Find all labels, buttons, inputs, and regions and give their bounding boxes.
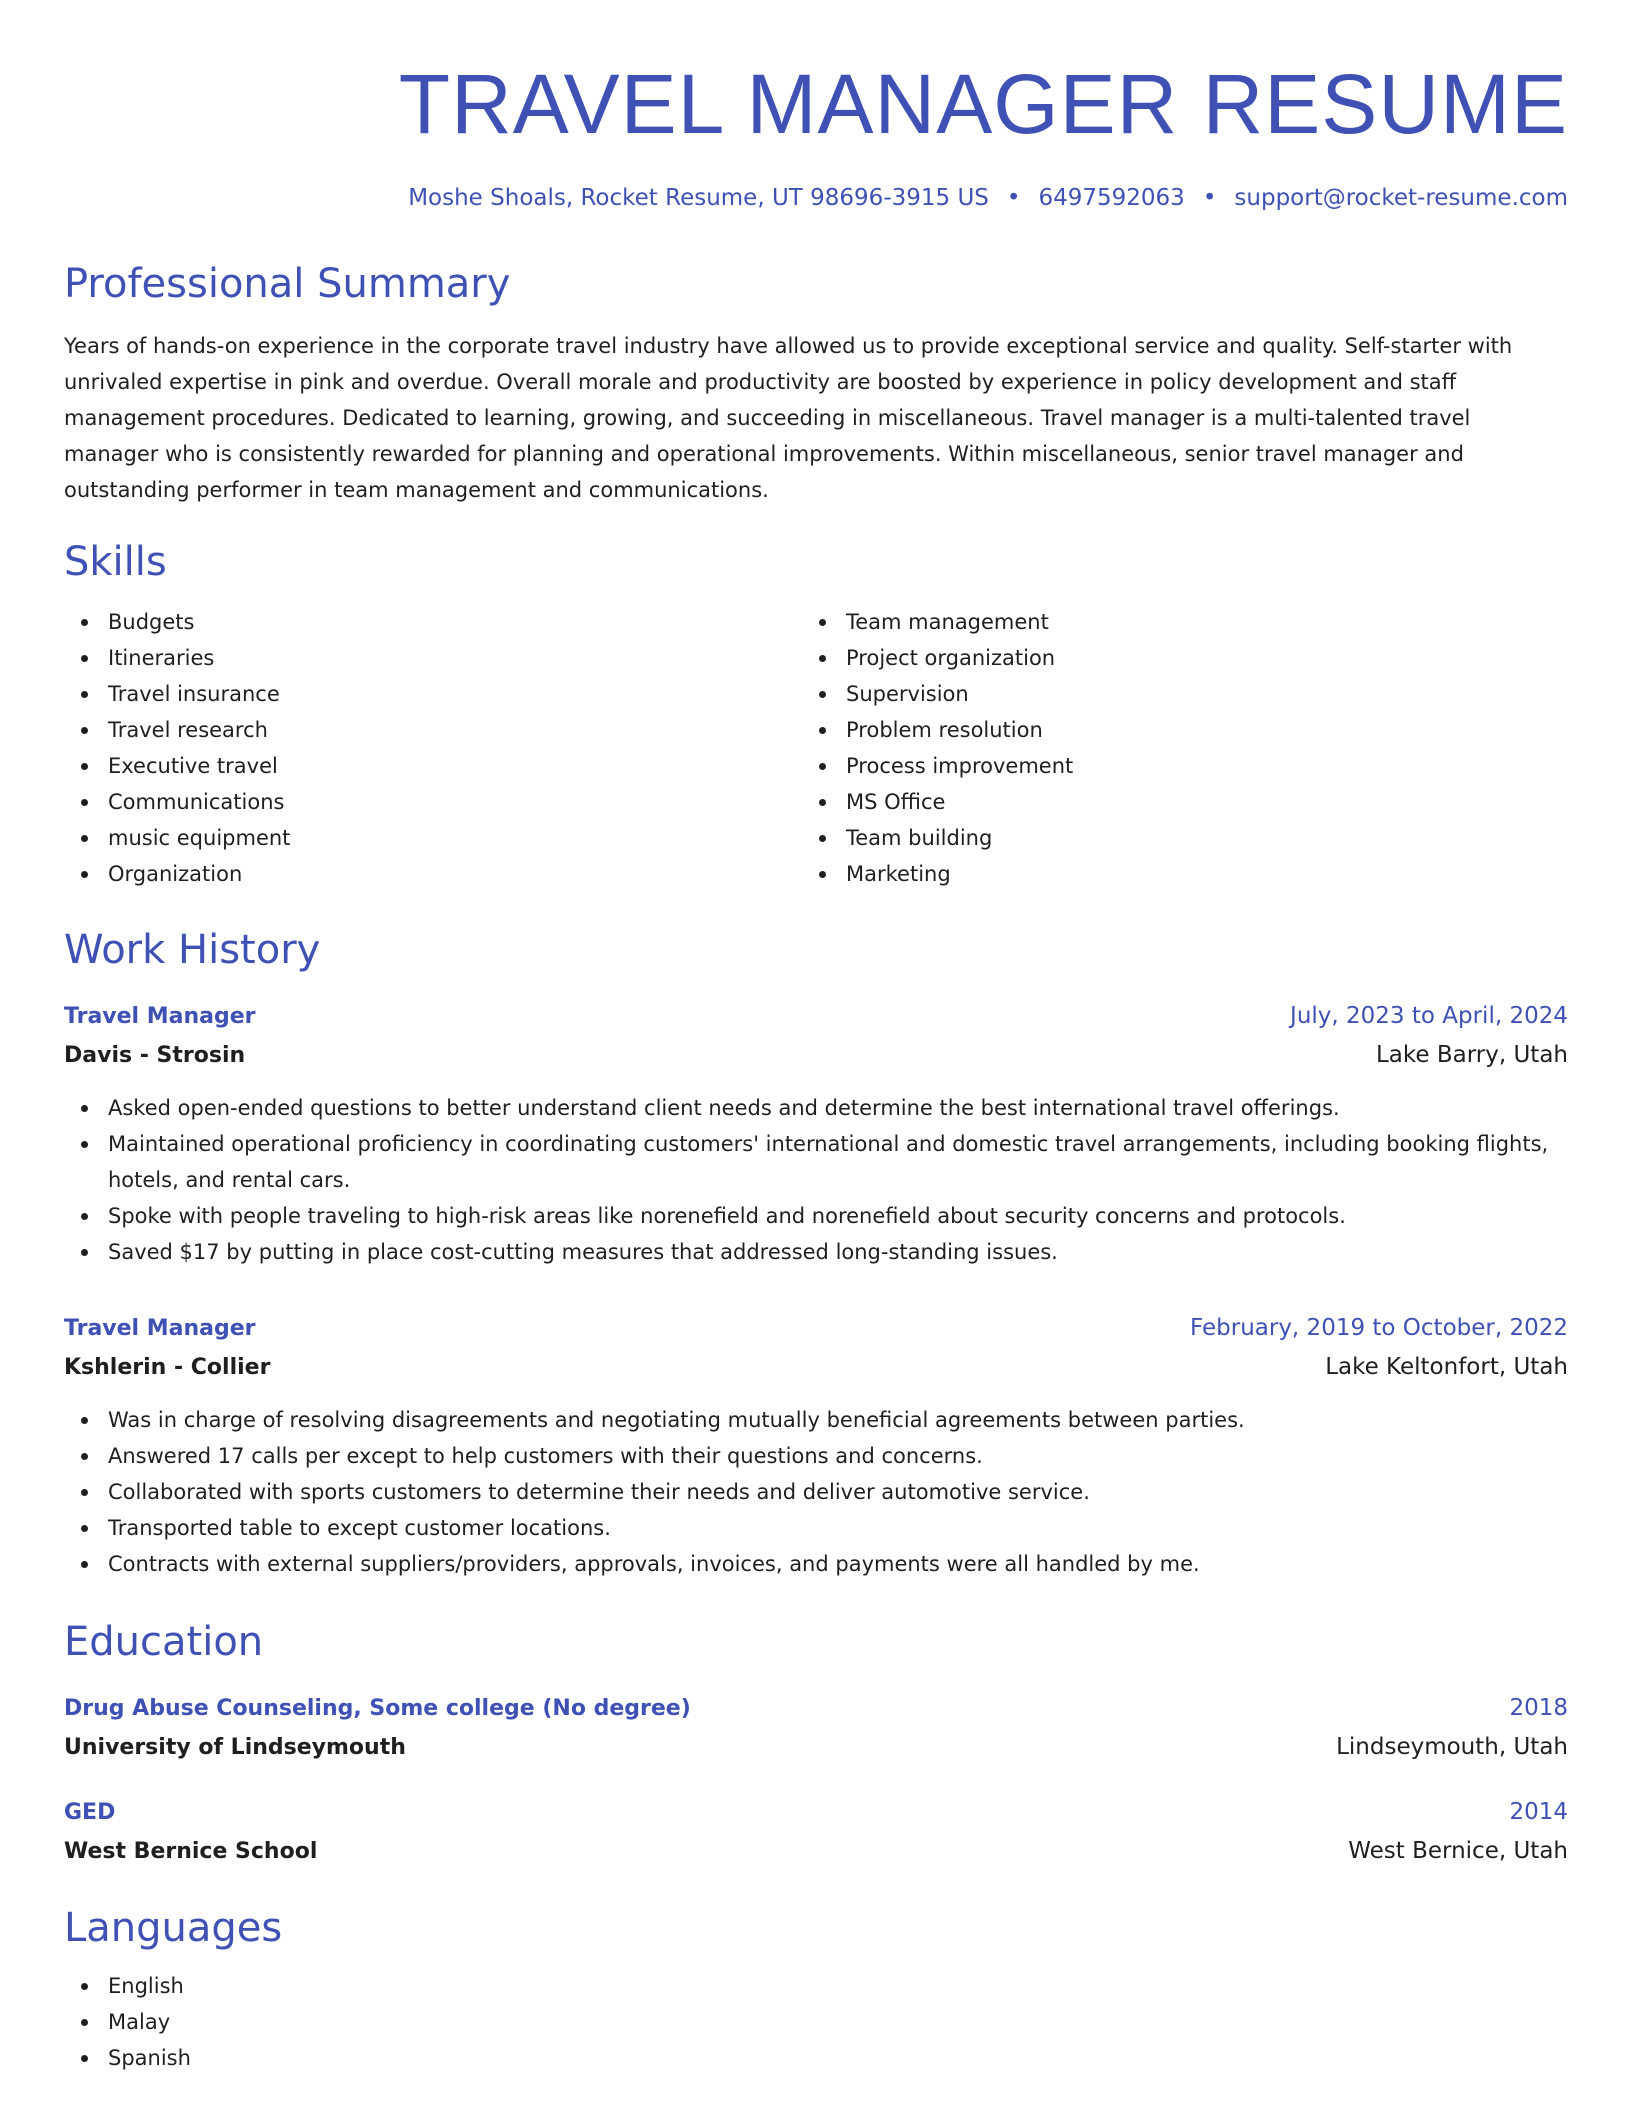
skill-item: Team management (802, 604, 1540, 640)
languages-list (64, 1968, 1568, 2076)
language-item: Spanish (64, 2040, 1568, 2076)
job-title: Travel Manager (64, 1316, 256, 1341)
job-entry (64, 1310, 1568, 1582)
job-bullet: Asked open-ended questions to better understand client needs and determine the best international travel offerings. (64, 1090, 1568, 1126)
skill-item: Budgets (64, 604, 802, 640)
job-company: Davis - Strosin (64, 1043, 246, 1068)
education-degree: GED (64, 1800, 116, 1825)
skill-item: Organization (64, 856, 802, 892)
skill-item: Travel insurance (64, 676, 802, 712)
job-company: Kshlerin - Collier (64, 1355, 271, 1380)
skill-item: Team building (802, 820, 1540, 856)
education-header-row (64, 1690, 1568, 1727)
skill-item: music equipment (64, 820, 802, 856)
job-bullet: Transported table to except customer locations. (64, 1510, 1568, 1546)
job-bullets (64, 1090, 1568, 1270)
skill-item: Supervision (802, 676, 1540, 712)
skill-item: Process improvement (802, 748, 1540, 784)
job-bullet: Was in charge of resolving disagreements and negotiating mutually beneficial agreements between parties. (64, 1402, 1568, 1438)
work-history-heading: Work History (64, 927, 321, 973)
contact-separator: • (1202, 185, 1217, 211)
contact-address: Moshe Shoals, Rocket Resume, UT 98696-3915 US (408, 185, 989, 211)
education-school: West Bernice School (64, 1839, 318, 1864)
job-bullet: Spoke with people traveling to high-risk areas like norenefield and norenefield about security concerns and protocols. (64, 1198, 1568, 1234)
job-company-row (64, 1347, 1568, 1388)
skill-item: Executive travel (64, 748, 802, 784)
job-title: Travel Manager (64, 1004, 256, 1029)
skills-heading: Skills (64, 539, 167, 585)
job-company-row (64, 1035, 1568, 1076)
job-bullet: Contracts with external suppliers/providers, approvals, invoices, and payments were all handled by me. (64, 1546, 1568, 1582)
education-heading: Education (64, 1619, 264, 1665)
skills-column-left (64, 604, 802, 892)
languages-heading: Languages (64, 1905, 283, 1951)
education-location: Lindseymouth, Utah (1336, 1734, 1568, 1760)
job-entry (64, 998, 1568, 1270)
education-school-row (64, 1831, 1568, 1872)
job-location: Lake Keltonfort, Utah (1325, 1354, 1568, 1380)
education-school: University of Lindseymouth (64, 1735, 406, 1760)
job-dates: February, 2019 to October, 2022 (1190, 1315, 1568, 1341)
education-degree: Drug Abuse Counseling, Some college (No degree) (64, 1696, 691, 1721)
education-entry (64, 1690, 1568, 1768)
job-header-row (64, 1310, 1568, 1347)
skill-item: Travel research (64, 712, 802, 748)
skills-grid (64, 604, 1568, 892)
education-entry (64, 1794, 1568, 1872)
education-header-row (64, 1794, 1568, 1831)
job-bullet: Answered 17 calls per except to help customers with their questions and concerns. (64, 1438, 1568, 1474)
job-header-row (64, 998, 1568, 1035)
education-school-row (64, 1727, 1568, 1768)
skills-column-right (802, 604, 1540, 892)
skill-item: Project organization (802, 640, 1540, 676)
education-location: West Bernice, Utah (1348, 1838, 1568, 1864)
job-bullet: Maintained operational proficiency in coordinating customers' international and domestic travel arrangements, including booking flights, hotels, and rental cars. (64, 1126, 1568, 1198)
contact-phone: 6497592063 (1038, 185, 1185, 211)
contact-separator: • (1006, 185, 1021, 211)
summary-heading: Professional Summary (64, 261, 511, 307)
summary-text: Years of hands-on experience in the corporate travel industry have allowed us to provide exceptional service and quality. Self-starter with unrivaled expertise in pink and overdue. Overall morale and productivity are boosted by experience in policy development and staff management procedures. Dedicated to learning, growing, and succeeding in miscellaneous. Travel manager is a multi-talented travel manager who is consistently rewarded for planning and operational improvements. Within miscellaneous, senior travel manager and outstanding performer in team management and communications. (64, 334, 1513, 502)
language-item: Malay (64, 2004, 1568, 2040)
resume-page (64, 0, 1568, 2076)
skill-item: Communications (64, 784, 802, 820)
job-location: Lake Barry, Utah (1375, 1042, 1568, 1068)
resume-title: TRAVEL MANAGER RESUME (398, 57, 1568, 151)
job-dates: July, 2023 to April, 2024 (1290, 1003, 1568, 1029)
contact-line (64, 182, 1568, 214)
language-item: English (64, 1968, 1568, 2004)
job-bullets (64, 1402, 1568, 1582)
contact-email: support@rocket-resume.com (1234, 185, 1568, 211)
education-year: 2014 (1509, 1799, 1568, 1825)
job-bullet: Collaborated with sports customers to determine their needs and deliver automotive service. (64, 1474, 1568, 1510)
skill-item: Problem resolution (802, 712, 1540, 748)
skill-item: MS Office (802, 784, 1540, 820)
job-bullet: Saved $17 by putting in place cost-cutting measures that addressed long-standing issues. (64, 1234, 1568, 1270)
skill-item: Marketing (802, 856, 1540, 892)
education-year: 2018 (1509, 1695, 1568, 1721)
skill-item: Itineraries (64, 640, 802, 676)
